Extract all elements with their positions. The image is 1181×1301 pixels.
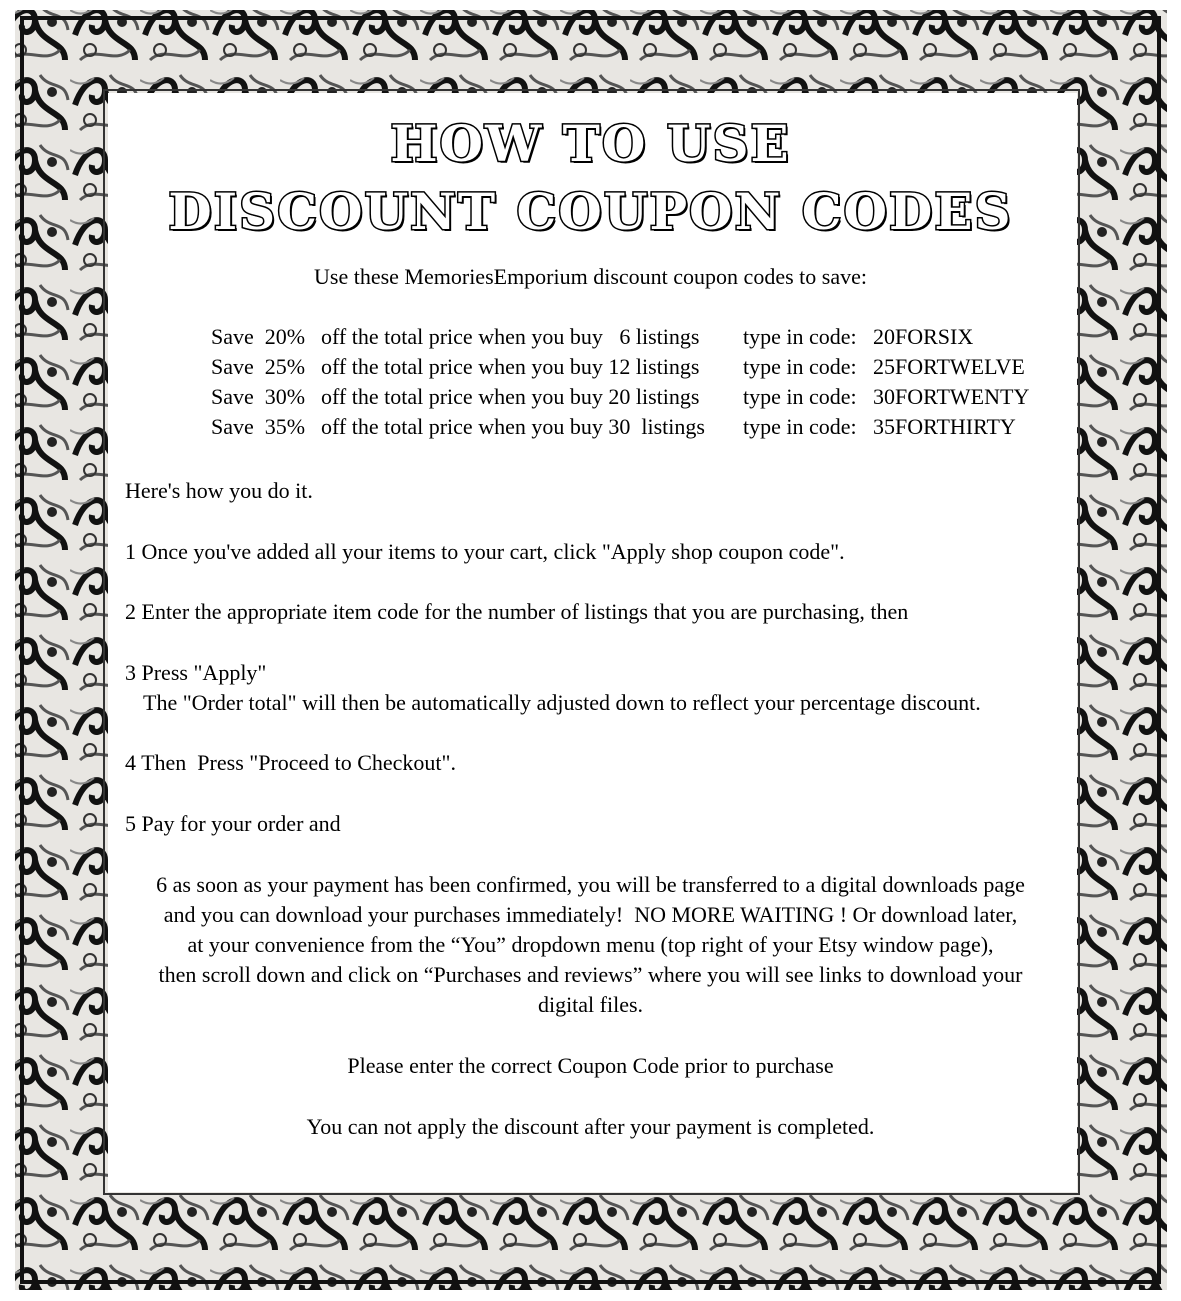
offer-code: 20FORSIX xyxy=(873,324,974,349)
page-title-line2: DISCOUNT COUPON CODES xyxy=(168,182,1013,241)
step-6-line2: and you can download your purchases immediately! NO MORE WAITING ! Or download later, xyxy=(163,902,1018,927)
step-6-line5: digital files. xyxy=(537,992,644,1017)
step-6-line1: 6 as soon as your payment has been confirmed, you will be transferred to a digital downloads page xyxy=(156,872,1025,897)
offer-label: type in code: xyxy=(743,354,857,379)
offer-save: Save 20% xyxy=(211,324,306,349)
offer-desc: off the total price when you buy 20 listings xyxy=(321,384,700,409)
offer-row xyxy=(211,412,1073,442)
offer-code: 35FORTHIRTY xyxy=(873,414,1016,439)
offer-save: Save 35% xyxy=(211,414,306,439)
step-6-line4: then scroll down and click on “Purchases and reviews” where you will see links to download your xyxy=(158,962,1023,987)
notice-correct-code: Please enter the correct Coupon Code prior to purchase xyxy=(347,1053,834,1078)
step-5: 5 Pay for your order and xyxy=(125,811,341,836)
step-4: 4 Then Press "Proceed to Checkout". xyxy=(125,750,456,775)
offer-desc: off the total price when you buy 12 listings xyxy=(321,354,700,379)
offer-save: Save 30% xyxy=(211,384,306,409)
offer-desc: off the total price when you buy 6 listings xyxy=(321,324,700,349)
coupon-instructions xyxy=(105,100,1076,1200)
offer-row xyxy=(211,322,1073,352)
offer-label: type in code: xyxy=(743,384,857,409)
step-1: 1 Once you've added all your items to your cart, click "Apply shop coupon code". xyxy=(125,539,845,564)
step-6-line3: at your convenience from the “You” dropdown menu (top right of your Etsy window page), xyxy=(187,932,994,957)
notice-no-discount-after: You can not apply the discount after your payment is completed. xyxy=(306,1114,875,1139)
offer-label: type in code: xyxy=(743,324,857,349)
offer-label: type in code: xyxy=(743,414,857,439)
offer-save: Save 25% xyxy=(211,354,306,379)
step-3: 3 Press "Apply" xyxy=(125,660,267,685)
step-3-detail: The "Order total" will then be automatically adjusted down to reflect your percentage discount. xyxy=(143,690,981,715)
offer-code: 25FORTWELVE xyxy=(873,354,1025,379)
step-2: 2 Enter the appropriate item code for the number of listings that you are purchasing, then xyxy=(125,599,909,624)
page-title-line1: HOW TO USE xyxy=(390,114,791,173)
howto-heading: Here's how you do it. xyxy=(125,478,313,503)
offer-code: 30FORTWENTY xyxy=(873,384,1030,409)
offer-row xyxy=(211,382,1073,412)
offers-table xyxy=(211,322,1073,442)
offer-desc: off the total price when you buy 30 listings xyxy=(321,414,705,439)
offer-row xyxy=(211,352,1073,382)
intro-text: Use these MemoriesEmporium discount coupon codes to save: xyxy=(314,264,867,289)
